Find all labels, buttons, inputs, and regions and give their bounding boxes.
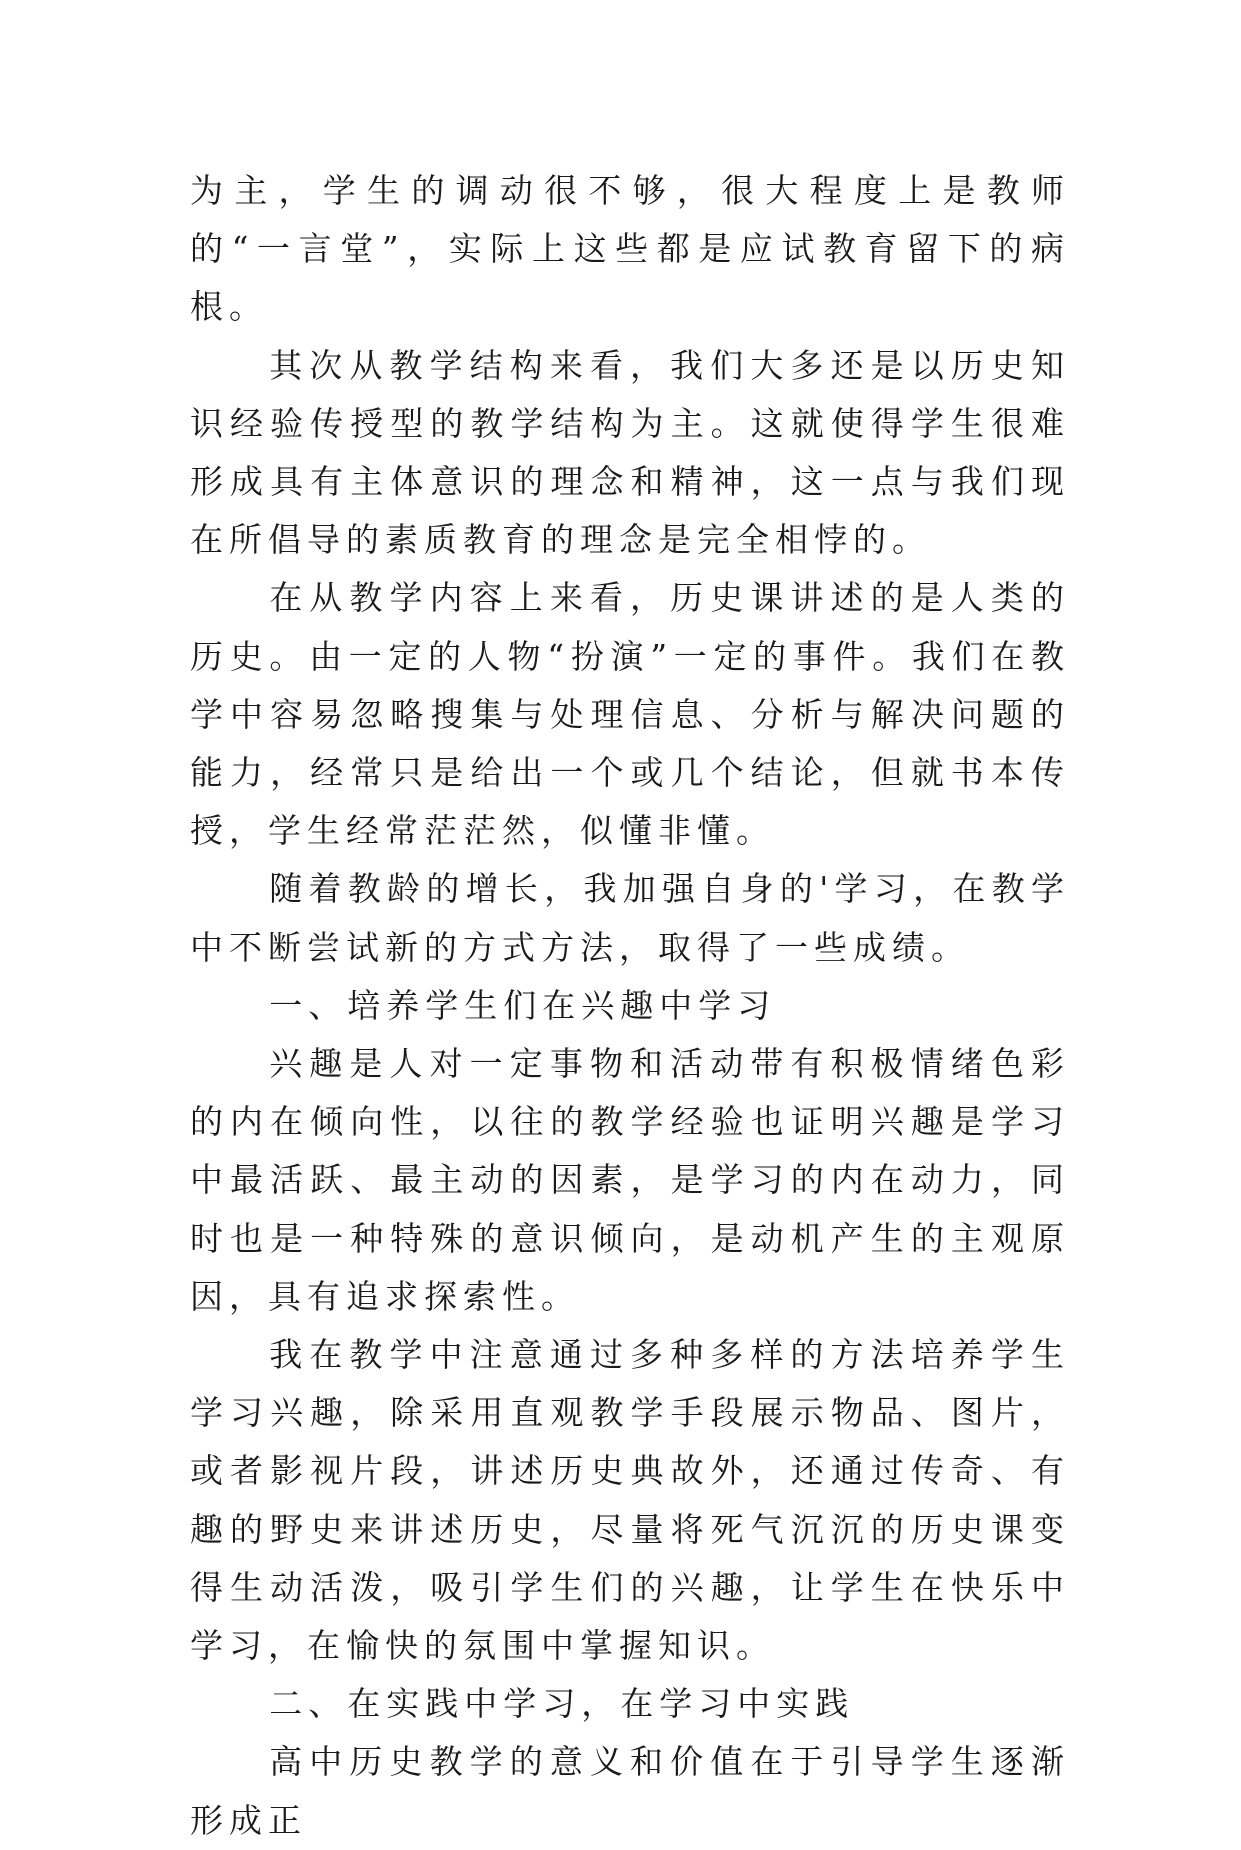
paragraph: 我在教学中注意通过多种多样的方法培养学生学习兴趣，除采用直观教学手段展示物品、图片，或者影视片段，讲述历史典故外，还通过传奇、有趣的野史来讲述历史，尽量将死气沉沉的历史课变得生动活泼，吸引学生们的兴趣，让学生在快乐中学习，在愉快的氛围中掌握知识。 <box>190 1335 1070 1666</box>
section-heading: 二、在实践中学习，在学习中实践 <box>269 1684 855 1724</box>
paragraph: 高中历史教学的意义和价值在于引导学生逐渐形成正 <box>190 1742 1070 1840</box>
paragraph: 在从教学内容上来看，历史课讲述的是人类的历史。由一定的人物“扮演”一定的事件。我们在教学中容易忽略搜集与处理信息、分析与解决问题的能力，经常只是给出一个或几个结论，但就书本传授，学生经常茫茫然，似懂非懂。 <box>190 578 1070 851</box>
paragraph: 兴趣是人对一定事物和活动带有积极情绪色彩的内在倾向性，以往的教学经验也证明兴趣是学习中最活跃、最主动的因素，是学习的内在动力，同时也是一种特殊的意识倾向，是动机产生的主观原因，具有追求探索性。 <box>190 1044 1070 1316</box>
section-heading: 一、培养学生们在兴趣中学习 <box>269 985 777 1025</box>
paragraph: 随着教龄的增长，我加强自身的'学习，在教学中不断尝试新的方式方法，取得了一些成绩。 <box>190 869 1070 967</box>
paragraph: 其次从教学结构来看，我们大多还是以历史知识经验传授型的教学结构为主。这就使得学生很难形成具有主体意识的理念和精神，这一点与我们现在所倡导的素质教育的理念是完全相悖的。 <box>190 345 1070 560</box>
document-body <box>190 162 1070 1850</box>
paragraph-continuation: 为主，学生的调动很不够，很大程度上是教师的“一言堂”，实际上这些都是应试教育留下的病根。 <box>190 171 1070 327</box>
